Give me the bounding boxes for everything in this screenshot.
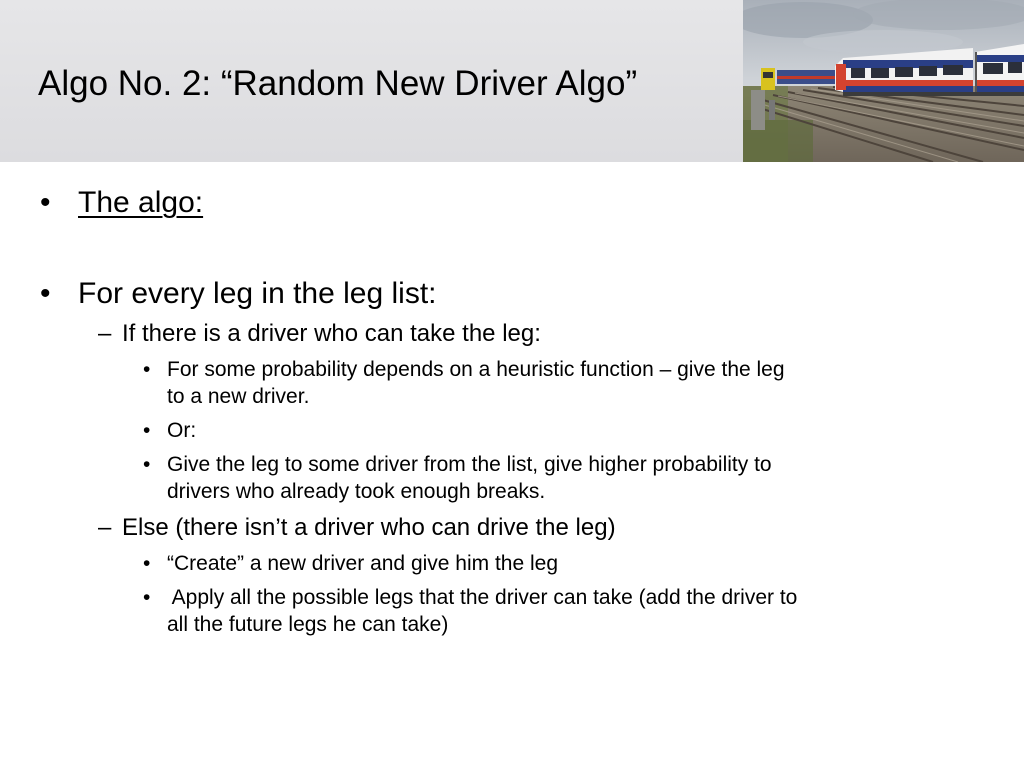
- dash-marker: –: [98, 320, 112, 347]
- bullet-marker: •: [143, 453, 151, 476]
- subsubbullet-create-driver: “Create” a new driver and give him the leg: [167, 552, 559, 575]
- bullet-marker: •: [143, 552, 151, 575]
- bullet-marker: •: [40, 277, 51, 310]
- subsubbullet-apply-legs-line1: Apply all the possible legs that the driver can take (add the driver to: [167, 586, 798, 609]
- slide-title: Algo No. 2: “Random New Driver Algo”: [38, 64, 638, 103]
- subbullet-if-driver: If there is a driver who can take the leg:: [122, 320, 541, 347]
- subsubbullet-give-leg-line2: drivers who already took enough breaks.: [167, 480, 546, 503]
- subsubbullet-probability-line2: to a new driver.: [167, 385, 310, 408]
- subbullet-else: Else (there isn’t a driver who can drive the leg): [122, 514, 616, 541]
- subsubbullet-apply-legs-line2: all the future legs he can take): [167, 613, 449, 636]
- dash-marker: –: [98, 514, 112, 541]
- subsubbullet-give-leg-line1: Give the leg to some driver from the list, give higher probability to: [167, 453, 772, 476]
- bullet-marker: •: [143, 419, 151, 442]
- bullet-marker: •: [143, 358, 151, 381]
- bullet-marker: •: [40, 186, 51, 219]
- bullet-marker: •: [143, 586, 151, 609]
- bullet-the-algo: The algo:: [78, 186, 204, 219]
- bullet-for-every-leg: For every leg in the leg list:: [78, 277, 437, 310]
- subsubbullet-or: Or:: [167, 419, 197, 442]
- subsubbullet-probability-line1: For some probability depends on a heuristic function – give the leg: [167, 358, 785, 381]
